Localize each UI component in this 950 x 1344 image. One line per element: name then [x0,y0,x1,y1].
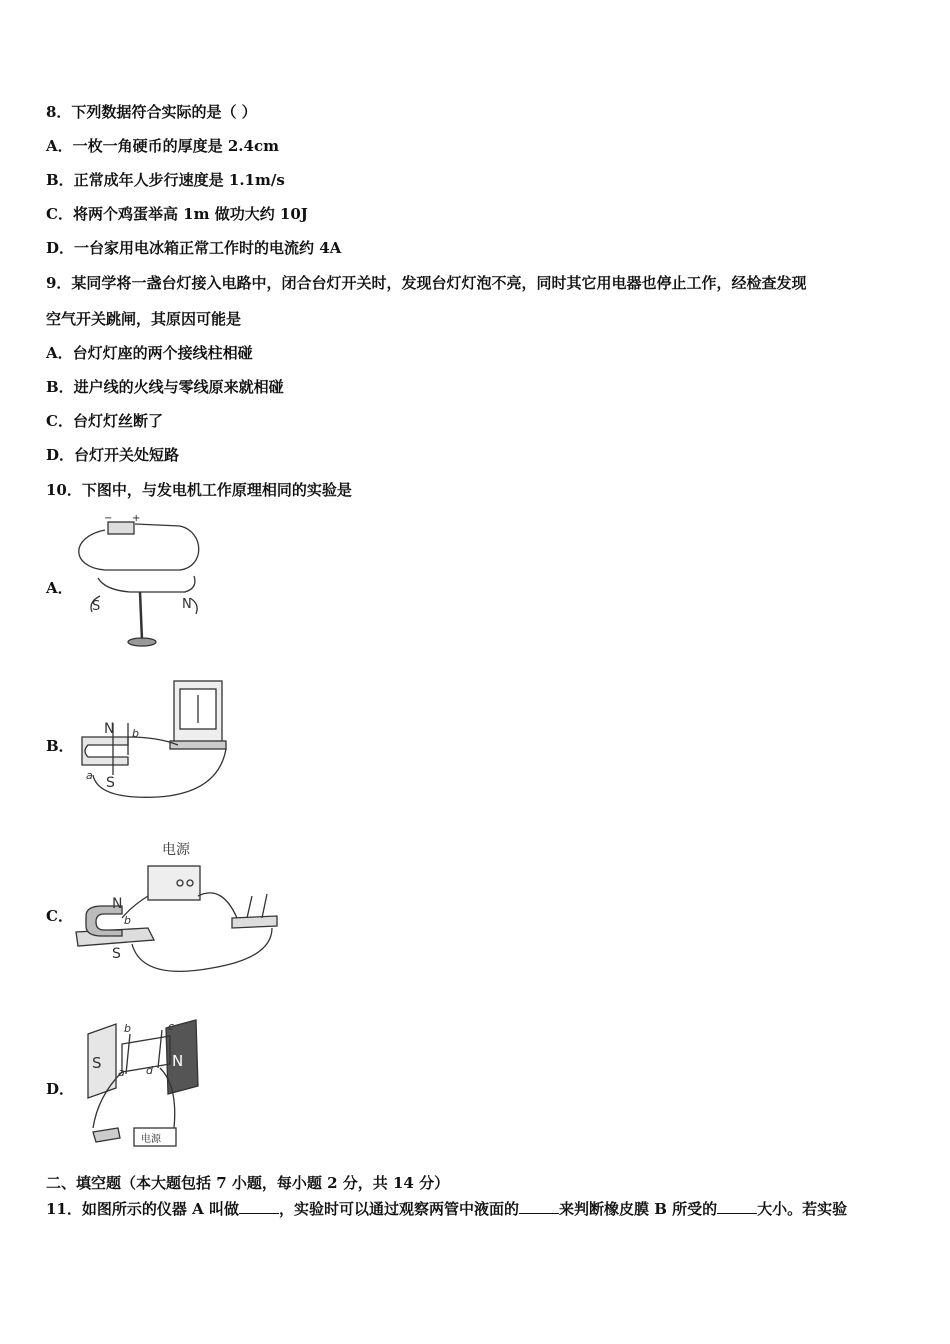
q9-option-d: D．台灯开关处短路 [46,446,180,464]
figA-plus: + [132,513,141,524]
q9-option-c: C．台灯灯丝断了 [46,412,163,430]
figD-power-label: 电源 [141,1134,161,1145]
figD-c: c [168,1020,175,1033]
figB-s: S [106,775,115,791]
figD-s: S [92,1054,102,1072]
q10-label-b: B． [46,737,74,755]
q11-stem [46,1199,847,1219]
q9-stem-line2: 空气开关跳闸，其原因可能是 [46,310,242,328]
q10-label-a: A． [46,579,73,597]
figD-n: N [172,1052,184,1070]
figC-b: b [124,914,131,927]
figA-minus: − [104,513,113,524]
figure-a-oersted-experiment [70,512,205,652]
q11-blank-1 [239,1199,279,1214]
figure-d-coil-in-field [78,1016,218,1156]
figB-b: b [132,727,139,740]
figD-d: d [146,1064,153,1077]
figC-power-label: 电源 [162,842,190,858]
q9-option-b: B．进户线的火线与零线原来就相碰 [46,378,284,396]
figA-s: S [92,599,101,614]
q9-stem-line1: 9．某同学将一盏台灯接入电路中，闭合台灯开关时，发现台灯灯泡不亮，同时其它用电器也停止工作，经检查发现 [46,274,807,292]
q9-option-a: A．台灯灯座的两个接线柱相碰 [46,344,253,362]
q8-option-a: A．一枚一角硬币的厚度是 2.4cm [46,137,279,155]
section-2-title: 二、填空题（本大题包括 7 小题，每小题 2 分，共 14 分） [46,1174,450,1192]
q11-part4: 大小。若实验 [757,1200,848,1218]
q11-part2: ，实验时可以通过观察两管中液面的 [278,1200,519,1218]
q8-option-d: D．一台家用电冰箱正常工作时的电流约 4A [46,239,342,257]
figD-a: a [118,1066,125,1079]
figD-b: b [124,1022,131,1035]
q8-option-c: C．将两个鸡蛋举高 1m 做功大约 10J [46,205,308,223]
q11-part1: 11．如图所示的仪器 A 叫做 [46,1200,239,1218]
q10-label-c: C． [46,907,73,925]
q10-stem: 10．下图中，与发电机工作原理相同的实验是 [46,481,352,499]
q11-blank-2 [519,1199,559,1214]
figB-n: N [104,721,115,737]
q11-blank-3 [717,1199,757,1214]
figA-n: N [182,597,192,612]
figB-a: a [86,769,93,782]
q8-stem: 8．下列数据符合实际的是（ ） [46,103,257,121]
figure-b-galvanometer-experiment [78,675,238,805]
q11-part3: 来判断橡皮膜 B 所受的 [558,1200,718,1218]
q8-option-b: B．正常成年人步行速度是 1.1m/s [46,171,285,189]
figC-s: S [112,946,121,962]
q10-label-d: D． [46,1080,75,1098]
figC-n: N [112,896,123,912]
figure-c-motor-experiment [72,836,287,976]
